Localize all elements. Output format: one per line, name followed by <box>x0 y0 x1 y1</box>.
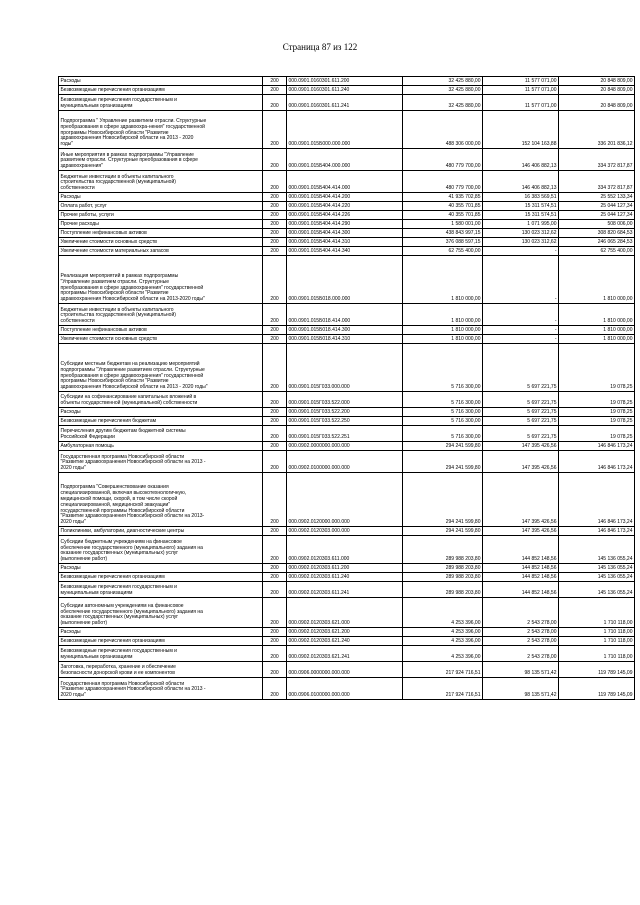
row-assigned-cell: 40 355 701,85 <box>403 202 483 211</box>
row-unexecuted-cell: 146 846 173,24 <box>559 442 635 451</box>
row-unexecuted-cell: 25 044 127,34 <box>559 211 635 220</box>
row-classification-cell: 000.0901.015Б018.414.310 <box>287 335 403 344</box>
row-unexecuted-cell: 1 810 000,00 <box>559 256 635 304</box>
row-code-cell: 200 <box>263 256 287 304</box>
row-classification-cell: 000.0901.015Б404.000.000 <box>287 149 403 171</box>
row-unexecuted-cell: 19 078,25 <box>559 417 635 426</box>
row-executed-cell: 147 395 426,56 <box>483 451 559 473</box>
row-name-cell: Расходы <box>59 193 263 202</box>
row-executed-cell: 130 023 312,62 <box>483 238 559 247</box>
row-assigned-cell: 62 755 400,00 <box>403 247 483 256</box>
row-classification-cell: 000.0901.015Б404.414.290 <box>287 220 403 229</box>
row-name-cell: Субсидии бюджетным учреждениям на финансовое обеспечение государственного (муниципального) задания на оказание государственных (муниципальных) услуг (выполнение работ) <box>59 536 263 564</box>
row-name-cell: Увеличение стоимости основных средств <box>59 335 263 344</box>
row-unexecuted-cell: 1 810 000,00 <box>559 335 635 344</box>
row-unexecuted-cell: 145 136 055,24 <box>559 536 635 564</box>
row-code-cell: 200 <box>263 598 287 628</box>
row-classification-cell: 000.0901.0160301.611.240 <box>287 86 403 95</box>
row-executed-cell: - <box>483 256 559 304</box>
row-name-cell: Безвозмездные перечисления государственным и муниципальным организациям <box>59 646 263 662</box>
row-code-cell: 200 <box>263 392 287 408</box>
row-classification-cell: 000.0901.015Г033.522.250 <box>287 417 403 426</box>
table-row <box>59 77 635 86</box>
row-name-cell: Государственная программа Новосибирской области "Развитие здравоохранения Новосибирской области на 2013 - 2020 годы" <box>59 678 263 700</box>
table-row <box>59 536 635 564</box>
row-classification-cell: 000.0901.015Б404.414.340 <box>287 247 403 256</box>
row-code-cell: 200 <box>263 344 287 392</box>
table-row <box>59 582 635 598</box>
row-assigned-cell: 294 241 599,80 <box>403 527 483 536</box>
row-classification-cell: 000.0901.015Б404.414.220 <box>287 202 403 211</box>
row-executed-cell: 130 023 312,62 <box>483 229 559 238</box>
table-row <box>59 637 635 646</box>
row-name-cell: Бюджетные инвестиции в объекты капитального строительства государственной (муниципальной) собственности <box>59 304 263 326</box>
row-assigned-cell: 41 935 702,85 <box>403 193 483 202</box>
row-code-cell: 200 <box>263 451 287 473</box>
page-header: Страница 87 из 122 <box>282 42 358 52</box>
table-row <box>59 171 635 193</box>
row-executed-cell: 98 135 571,42 <box>483 662 559 678</box>
row-unexecuted-cell: 1 810 000,00 <box>559 304 635 326</box>
row-code-cell: 200 <box>263 220 287 229</box>
row-code-cell: 200 <box>263 678 287 700</box>
row-code-cell: 200 <box>263 582 287 598</box>
row-classification-cell: 000.0902.0120303.621.240 <box>287 637 403 646</box>
row-assigned-cell: 217 924 716,51 <box>403 678 483 700</box>
row-executed-cell: 5 697 221,75 <box>483 426 559 442</box>
row-code-cell: 200 <box>263 408 287 417</box>
row-unexecuted-cell: 508 006,00 <box>559 220 635 229</box>
row-classification-cell: 000.0901.015Б018.414.000 <box>287 304 403 326</box>
row-unexecuted-cell: 1 710 118,00 <box>559 637 635 646</box>
table-row <box>59 678 635 700</box>
row-name-cell: Расходы <box>59 408 263 417</box>
row-name-cell: Перечисления другим бюджетам бюджетной системы Российской Федерации <box>59 426 263 442</box>
row-classification-cell: 000.0906.0000000.000.000 <box>287 662 403 678</box>
row-classification-cell: 000.0901.015Г033.000.000 <box>287 344 403 392</box>
row-code-cell: 200 <box>263 637 287 646</box>
row-unexecuted-cell: 20 848 809,00 <box>559 77 635 86</box>
row-executed-cell: - <box>483 335 559 344</box>
row-classification-cell: 000.0902.0120303.611.000 <box>287 536 403 564</box>
row-classification-cell: 000.0902.0120000.000.000 <box>287 473 403 527</box>
row-unexecuted-cell: 336 201 836,12 <box>559 111 635 149</box>
row-unexecuted-cell: 146 846 173,24 <box>559 451 635 473</box>
row-unexecuted-cell: 1 810 000,00 <box>559 326 635 335</box>
row-unexecuted-cell: 145 136 055,24 <box>559 573 635 582</box>
row-name-cell: Безвозмездные перечисления государственным и муниципальным организациям <box>59 582 263 598</box>
table-row <box>59 256 635 304</box>
row-name-cell: Поступление нефинансовых активов <box>59 326 263 335</box>
table-row <box>59 417 635 426</box>
row-executed-cell: 11 577 071,00 <box>483 95 559 111</box>
row-unexecuted-cell: 119 789 145,09 <box>559 678 635 700</box>
row-name-cell: Подпрограмма " Управление развитием отрасли. Структурные преобразования в сфере здравоохра-нения" государственной программы Новосибирской области "Развитие здравоохранения Новосибирской области на 2013 - 2020 годы" <box>59 111 263 149</box>
row-executed-cell: 2 543 278,00 <box>483 646 559 662</box>
row-unexecuted-cell: 20 848 809,00 <box>559 95 635 111</box>
row-unexecuted-cell: 145 136 055,24 <box>559 582 635 598</box>
table-row <box>59 202 635 211</box>
row-assigned-cell: 480 779 700,00 <box>403 171 483 193</box>
table-row <box>59 573 635 582</box>
row-assigned-cell: 294 241 599,80 <box>403 451 483 473</box>
row-code-cell: 200 <box>263 304 287 326</box>
row-assigned-cell: 32 425 880,00 <box>403 95 483 111</box>
row-code-cell: 200 <box>263 149 287 171</box>
table-row <box>59 408 635 417</box>
row-code-cell: 200 <box>263 335 287 344</box>
row-code-cell: 200 <box>263 646 287 662</box>
row-assigned-cell: 5 716 300,00 <box>403 426 483 442</box>
budget-execution-table <box>58 76 635 700</box>
row-executed-cell: 1 071 995,00 <box>483 220 559 229</box>
row-assigned-cell: 1 580 001,00 <box>403 220 483 229</box>
table-row <box>59 442 635 451</box>
row-unexecuted-cell: 19 078,25 <box>559 344 635 392</box>
row-assigned-cell: 5 716 300,00 <box>403 417 483 426</box>
row-executed-cell: 144 852 148,56 <box>483 536 559 564</box>
table-row <box>59 564 635 573</box>
row-classification-cell: 000.0902.0120303.621.000 <box>287 598 403 628</box>
table-row <box>59 86 635 95</box>
row-unexecuted-cell: 20 848 809,00 <box>559 86 635 95</box>
row-classification-cell: 000.0901.015Б404.414.300 <box>287 229 403 238</box>
table-row <box>59 662 635 678</box>
row-classification-cell: 000.0901.015Б404.414.226 <box>287 211 403 220</box>
row-unexecuted-cell: 1 710 118,00 <box>559 646 635 662</box>
row-name-cell: Расходы <box>59 77 263 86</box>
row-assigned-cell: 294 241 599,80 <box>403 473 483 527</box>
table-row <box>59 473 635 527</box>
row-executed-cell: 152 104 163,88 <box>483 111 559 149</box>
row-unexecuted-cell: 19 078,25 <box>559 408 635 417</box>
row-unexecuted-cell: 1 710 118,00 <box>559 598 635 628</box>
row-classification-cell: 000.0902.0100000.000.000 <box>287 451 403 473</box>
row-assigned-cell: 4 253 396,00 <box>403 646 483 662</box>
row-classification-cell: 000.0902.0120303.621.200 <box>287 628 403 637</box>
row-name-cell: Увеличение стоимости материальных запасов <box>59 247 263 256</box>
row-unexecuted-cell: 146 846 173,24 <box>559 527 635 536</box>
table-row <box>59 598 635 628</box>
row-classification-cell: 000.0906.0100000.000.000 <box>287 678 403 700</box>
row-assigned-cell: 376 088 597,15 <box>403 238 483 247</box>
row-name-cell: Оплата работ, услуг <box>59 202 263 211</box>
row-code-cell: 200 <box>263 417 287 426</box>
row-name-cell: Амбулаторная помощь <box>59 442 263 451</box>
table-row <box>59 335 635 344</box>
row-code-cell: 200 <box>263 536 287 564</box>
table-row <box>59 149 635 171</box>
row-unexecuted-cell: 308 820 684,53 <box>559 229 635 238</box>
row-code-cell: 200 <box>263 442 287 451</box>
row-name-cell: Государственная программа Новосибирской области "Развитие здравоохранения Новосибирской области на 2013 - 2020 годы" <box>59 451 263 473</box>
row-name-cell: Расходы <box>59 564 263 573</box>
row-name-cell: Безвозмездные перечисления организациям <box>59 573 263 582</box>
row-assigned-cell: 1 810 000,00 <box>403 256 483 304</box>
table-row <box>59 646 635 662</box>
row-unexecuted-cell: 25 552 133,34 <box>559 193 635 202</box>
row-name-cell: Безвозмездные перечисления бюджетам <box>59 417 263 426</box>
table-row <box>59 229 635 238</box>
row-classification-cell: 000.0901.015Г033.522.200 <box>287 408 403 417</box>
table-row <box>59 111 635 149</box>
row-code-cell: 200 <box>263 211 287 220</box>
row-assigned-cell: 4 253 396,00 <box>403 628 483 637</box>
row-code-cell: 200 <box>263 564 287 573</box>
row-classification-cell: 000.0902.0120303.611.240 <box>287 573 403 582</box>
row-code-cell: 200 <box>263 86 287 95</box>
row-classification-cell: 000.0901.015Г033.522.000 <box>287 392 403 408</box>
row-assigned-cell: 438 843 997,15 <box>403 229 483 238</box>
row-assigned-cell: 217 924 716,51 <box>403 662 483 678</box>
row-executed-cell: - <box>483 247 559 256</box>
table-body <box>59 77 635 700</box>
row-code-cell: 200 <box>263 238 287 247</box>
table-row <box>59 392 635 408</box>
table-row <box>59 193 635 202</box>
row-assigned-cell: 5 716 300,00 <box>403 408 483 417</box>
row-executed-cell: 146 406 882,13 <box>483 171 559 193</box>
row-name-cell: Увеличение стоимости основных средств <box>59 238 263 247</box>
row-assigned-cell: 4 253 396,00 <box>403 637 483 646</box>
row-code-cell: 200 <box>263 111 287 149</box>
row-assigned-cell: 40 355 701,85 <box>403 211 483 220</box>
row-code-cell: 200 <box>263 202 287 211</box>
row-code-cell: 200 <box>263 193 287 202</box>
row-name-cell: Безвозмездные перечисления государственным и муниципальным организациям <box>59 95 263 111</box>
row-name-cell: Субсидии местным бюджетам на реализацию мероприятий подпрограммы "Управление развитием отрасли. Структурные преобразования в сфере здравоохранения" государственной программы Новосибирской области "Развитие здравоохранения Новосибирской области на 2013 - 2020 годы" <box>59 344 263 392</box>
row-executed-cell: 2 543 278,00 <box>483 637 559 646</box>
row-executed-cell: 5 697 221,75 <box>483 417 559 426</box>
row-code-cell: 200 <box>263 662 287 678</box>
row-name-cell: Бюджетные инвестиции в объекты капитального строительства государственной (муниципальной) собственности <box>59 171 263 193</box>
row-name-cell: Прочие расходы <box>59 220 263 229</box>
row-executed-cell: 2 543 278,00 <box>483 598 559 628</box>
row-assigned-cell: 289 988 203,80 <box>403 564 483 573</box>
row-classification-cell: 000.0901.015Г033.522.251 <box>287 426 403 442</box>
row-unexecuted-cell: 19 078,25 <box>559 392 635 408</box>
row-executed-cell: 11 577 071,00 <box>483 77 559 86</box>
table-row <box>59 247 635 256</box>
row-classification-cell: 000.0902.0120303.000.000 <box>287 527 403 536</box>
row-executed-cell: - <box>483 304 559 326</box>
row-classification-cell: 000.0901.0160301.611.200 <box>287 77 403 86</box>
table-row <box>59 344 635 392</box>
row-name-cell: Поступление нефинансовых активов <box>59 229 263 238</box>
row-assigned-cell: 1 810 000,00 <box>403 335 483 344</box>
row-classification-cell: 000.0901.015Б018.414.300 <box>287 326 403 335</box>
row-unexecuted-cell: 146 846 173,24 <box>559 473 635 527</box>
row-code-cell: 200 <box>263 95 287 111</box>
row-name-cell: Безвозмездные перечисления организациям <box>59 637 263 646</box>
row-assigned-cell: 5 716 300,00 <box>403 344 483 392</box>
row-executed-cell: 98 135 571,42 <box>483 678 559 700</box>
row-unexecuted-cell: 145 136 055,24 <box>559 564 635 573</box>
row-executed-cell: 144 852 148,56 <box>483 582 559 598</box>
row-code-cell: 200 <box>263 171 287 193</box>
row-executed-cell: 15 311 574,51 <box>483 202 559 211</box>
row-classification-cell: 000.0902.0120303.621.241 <box>287 646 403 662</box>
table-row <box>59 220 635 229</box>
row-unexecuted-cell: 1 710 118,00 <box>559 628 635 637</box>
row-unexecuted-cell: 19 078,25 <box>559 426 635 442</box>
row-code-cell: 200 <box>263 628 287 637</box>
row-code-cell: 200 <box>263 527 287 536</box>
row-executed-cell: 2 543 278,00 <box>483 628 559 637</box>
row-code-cell: 200 <box>263 229 287 238</box>
row-assigned-cell: 488 306 000,00 <box>403 111 483 149</box>
row-executed-cell: 147 395 426,56 <box>483 442 559 451</box>
row-name-cell: Расходы <box>59 628 263 637</box>
row-name-cell: Субсидии автономным учреждениям на финансовое обеспечение государственного (муниципального) задания на оказание государственных (муниципальных) услуг (выполнение работ) <box>59 598 263 628</box>
table-row <box>59 304 635 326</box>
table-row <box>59 95 635 111</box>
row-name-cell: Подпрограмма "Совершенствование оказания специализированной, включая высокотехнологичную, медицинской помощи, скорой, в том числе скорой специализированной, медицинской эвакуации" государственной программы Новосибирской области "Развитие здравоохранения Новосибирской области на 2013- 2020 годы" <box>59 473 263 527</box>
row-name-cell: Безвозмездные перечисления организациям <box>59 86 263 95</box>
row-code-cell: 200 <box>263 77 287 86</box>
row-code-cell: 200 <box>263 473 287 527</box>
row-classification-cell: 000.0902.0120303.611.200 <box>287 564 403 573</box>
row-executed-cell: 5 697 221,75 <box>483 392 559 408</box>
row-executed-cell: 11 577 071,00 <box>483 86 559 95</box>
row-assigned-cell: 32 425 880,00 <box>403 86 483 95</box>
table-row <box>59 211 635 220</box>
row-assigned-cell: 4 253 396,00 <box>403 598 483 628</box>
row-unexecuted-cell: 62 755 400,00 <box>559 247 635 256</box>
row-name-cell: Поликлиники, амбулатории, диагностические центры <box>59 527 263 536</box>
row-unexecuted-cell: 246 065 284,53 <box>559 238 635 247</box>
table-row <box>59 527 635 536</box>
row-assigned-cell: 289 988 203,80 <box>403 536 483 564</box>
row-classification-cell: 000.0901.0160301.611.241 <box>287 95 403 111</box>
row-executed-cell: 147 395 426,56 <box>483 473 559 527</box>
row-executed-cell: 147 395 426,56 <box>483 527 559 536</box>
row-name-cell: Иные мероприятия в рамках подпрограммы "Управление развитием отрасли. Структурные преобразования в сфере здравоохранения" <box>59 149 263 171</box>
table-row <box>59 326 635 335</box>
table-row <box>59 238 635 247</box>
row-assigned-cell: 32 425 880,00 <box>403 77 483 86</box>
row-name-cell: Заготовка, переработка, хранение и обеспечение безопасности донорской крови и ее компонентов <box>59 662 263 678</box>
row-assigned-cell: 289 988 203,80 <box>403 582 483 598</box>
row-classification-cell: 000.0902.0120303.611.241 <box>287 582 403 598</box>
row-executed-cell: 144 852 148,56 <box>483 564 559 573</box>
row-assigned-cell: 5 716 300,00 <box>403 392 483 408</box>
row-classification-cell: 000.0901.015Б404.414.000 <box>287 171 403 193</box>
row-classification-cell: 000.0901.015Б018.000.000 <box>287 256 403 304</box>
row-classification-cell: 000.0901.015Б404.414.310 <box>287 238 403 247</box>
row-code-cell: 200 <box>263 326 287 335</box>
row-name-cell: Реализация мероприятий в рамках подпрограммы "Управление развитием отрасли. Структурные преобразования в сфере здравоохранения" государственной программы Новосибирской области "Развитие здравоохранения Новосибирской области на 2013-2020 годы" <box>59 256 263 304</box>
row-executed-cell: - <box>483 326 559 335</box>
row-executed-cell: 146 406 882,13 <box>483 149 559 171</box>
row-assigned-cell: 289 988 203,80 <box>403 573 483 582</box>
row-name-cell: Субсидии на софинансирование капитальных вложений в объекты государственной (муниципальной) собственности <box>59 392 263 408</box>
row-classification-cell: 000.0902.0000000.000.000 <box>287 442 403 451</box>
row-unexecuted-cell: 334 372 817,87 <box>559 149 635 171</box>
row-executed-cell: 5 697 221,75 <box>483 408 559 417</box>
row-executed-cell: 144 852 148,56 <box>483 573 559 582</box>
row-classification-cell: 000.0901.015Б404.414.200 <box>287 193 403 202</box>
row-name-cell: Прочие работы, услуги <box>59 211 263 220</box>
row-unexecuted-cell: 25 044 127,34 <box>559 202 635 211</box>
row-assigned-cell: 1 810 000,00 <box>403 304 483 326</box>
table-row <box>59 451 635 473</box>
row-code-cell: 200 <box>263 247 287 256</box>
row-code-cell: 200 <box>263 573 287 582</box>
row-unexecuted-cell: 119 789 145,09 <box>559 662 635 678</box>
row-code-cell: 200 <box>263 426 287 442</box>
row-assigned-cell: 294 241 599,80 <box>403 442 483 451</box>
row-assigned-cell: 480 779 700,00 <box>403 149 483 171</box>
row-executed-cell: 16 383 569,51 <box>483 193 559 202</box>
row-executed-cell: 15 311 574,51 <box>483 211 559 220</box>
row-executed-cell: 5 697 221,75 <box>483 344 559 392</box>
row-assigned-cell: 1 810 000,00 <box>403 326 483 335</box>
row-classification-cell: 000.0901.015Б000.000.000 <box>287 111 403 149</box>
row-unexecuted-cell: 334 372 817,87 <box>559 171 635 193</box>
table-row <box>59 426 635 442</box>
table-row <box>59 628 635 637</box>
